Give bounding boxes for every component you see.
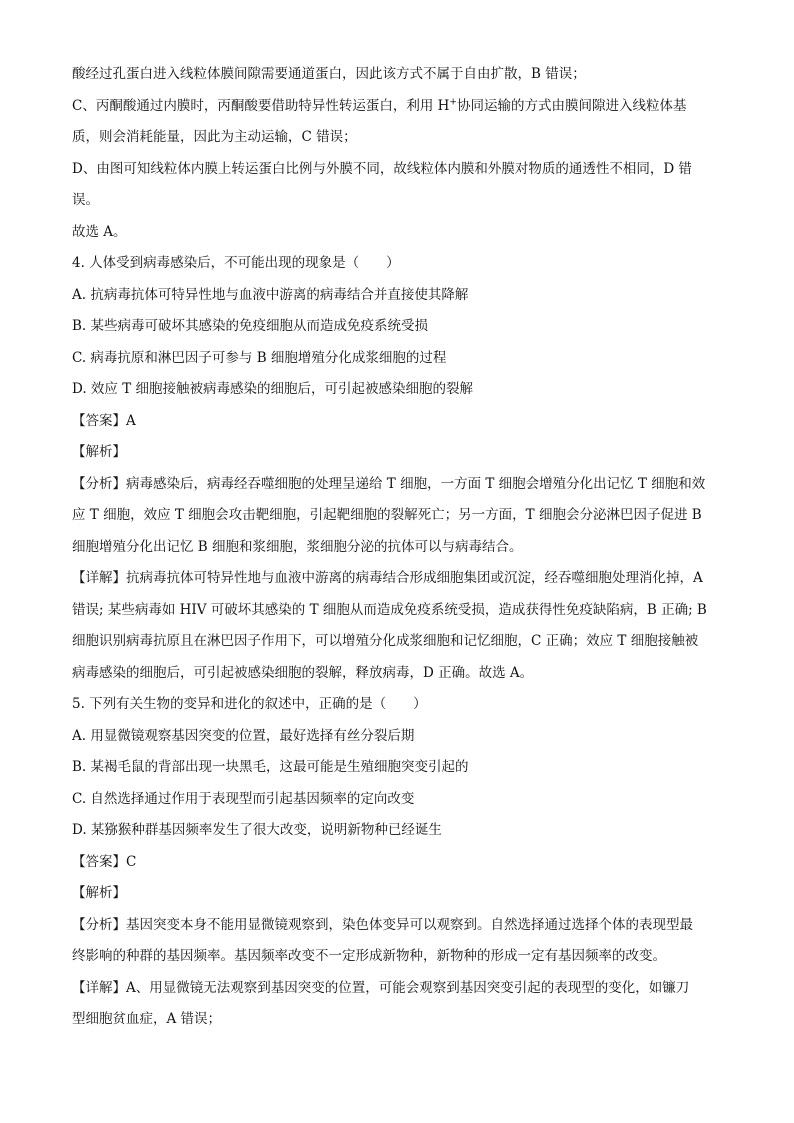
q4-fenxi-line-1: 【分析】病毒感染后，病毒经吞噬细胞的处理呈递给 T 细胞，一方面 T 细胞会增殖分化出记忆 T 细胞和效 <box>72 476 706 492</box>
q4-xiangjie-line-1: 【详解】抗病毒抗体可特异性地与血液中游离的病毒结合形成细胞集团或沉淀，经吞噬细胞处理消化掉，A <box>72 570 703 586</box>
q5-option-d: D. 某猕猴种群基因频率发生了很大改变，说明新物种已经诞生 <box>72 822 442 838</box>
q5-stem: 5. 下列有关生物的变异和进化的叙述中，正确的是（ ） <box>72 696 427 712</box>
q3-option-c-explanation-line-2: 质，则会消耗能量，因此为主动运输，C 错误； <box>72 129 357 145</box>
q4-xiangjie-line-2: 错误; 某些病毒如 HIV 可破坏其感染的 T 细胞从而造成免疫系统受损，造成获得性免疫缺陷病，B 正确; B <box>72 602 707 618</box>
q5-fenxi-line-1: 【分析】基因突变本身不能用显微镜观察到，染色体变异可以观察到。自然选择通过选择个体的表现型最 <box>72 917 693 933</box>
q4-option-b: B. 某些病毒可破坏其感染的免疫细胞从而造成免疫系统受损 <box>72 318 429 334</box>
q4-option-c: C. 病毒抗原和淋巴因子可参与 B 细胞增殖分化成浆细胞的过程 <box>72 350 447 366</box>
q5-option-c: C. 自然选择通过作用于表现型而引起基因频率的定向改变 <box>72 791 415 807</box>
q3-c-text-pre: C、丙酮酸通过内膜时，丙酮酸要借助特异性转运蛋白，利用 H <box>72 98 450 114</box>
q3-conclusion: 故选 A。 <box>72 224 127 240</box>
q3-c-text-post: 协同运输的方式由膜间隙进入线粒体基 <box>456 98 687 114</box>
q5-answer: 【答案】C <box>72 854 137 870</box>
q3-c-superscript: + <box>449 97 457 108</box>
q4-option-d: D. 效应 T 细胞接触被病毒感染的细胞后，可引起被感染细胞的裂解 <box>72 381 474 397</box>
q3-option-d-explanation-line-1: D、由图可知线粒体内膜上转运蛋白比例与外膜不同，故线粒体内膜和外膜对物质的通透性不相同，D 错 <box>72 161 692 177</box>
q4-fenxi-line-3: 细胞增殖分化出记忆 B 细胞和浆细胞，浆细胞分泌的抗体可以与病毒结合。 <box>72 539 523 555</box>
q4-xiangjie-line-3: 细胞识别病毒抗原且在淋巴因子作用下，可以增殖分化成浆细胞和记忆细胞，C 正确；效应 T 细胞接触被 <box>72 633 699 649</box>
q4-option-a: A. 抗病毒抗体可特异性地与血液中游离的病毒结合并直接使其降解 <box>72 287 469 303</box>
q5-xiangjie-line-2: 型细胞贫血症，A 错误； <box>72 1011 222 1027</box>
q4-xiangjie-line-4: 病毒感染的细胞后，可引起被感染细胞的裂解，释放病毒，D 正确。故选 A。 <box>72 665 534 681</box>
q5-option-a: A. 用显微镜观察基因突变的位置，最好选择有丝分裂后期 <box>72 728 415 744</box>
q4-stem: 4. 人体受到病毒感染后，不可能出现的现象是（ ） <box>72 255 400 271</box>
q4-analysis-heading: 【解析】 <box>72 444 126 460</box>
q5-analysis-heading: 【解析】 <box>72 885 126 901</box>
q4-fenxi-line-2: 应 T 细胞，效应 T 细胞会攻击靶细胞，引起靶细胞的裂解死亡；另一方面，T 细胞会分泌淋巴因子促进 B <box>72 507 702 523</box>
q5-fenxi-line-2: 终影响的种群的基因频率。基因频率改变不一定形成新物种，新物种的形成一定有基因频率的改变。 <box>72 948 666 964</box>
q3-option-c-explanation-line-1 <box>72 96 732 116</box>
q5-option-b: B. 某褐毛鼠的背部出现一块黑毛，这最可能是生殖细胞突变引起的 <box>72 759 469 775</box>
q3-explanation-line: 酸经过孔蛋白进入线粒体膜间隙需要通道蛋白，因此该方式不属于自由扩散，B 错误； <box>72 66 586 82</box>
q3-option-d-explanation-line-2: 误。 <box>72 192 99 208</box>
q4-answer: 【答案】A <box>72 413 136 429</box>
q5-xiangjie-line-1: 【详解】A、用显微镜无法观察到基因突变的位置，可能会观察到基因突变引起的表现型的变化，如镰刀 <box>72 980 690 996</box>
